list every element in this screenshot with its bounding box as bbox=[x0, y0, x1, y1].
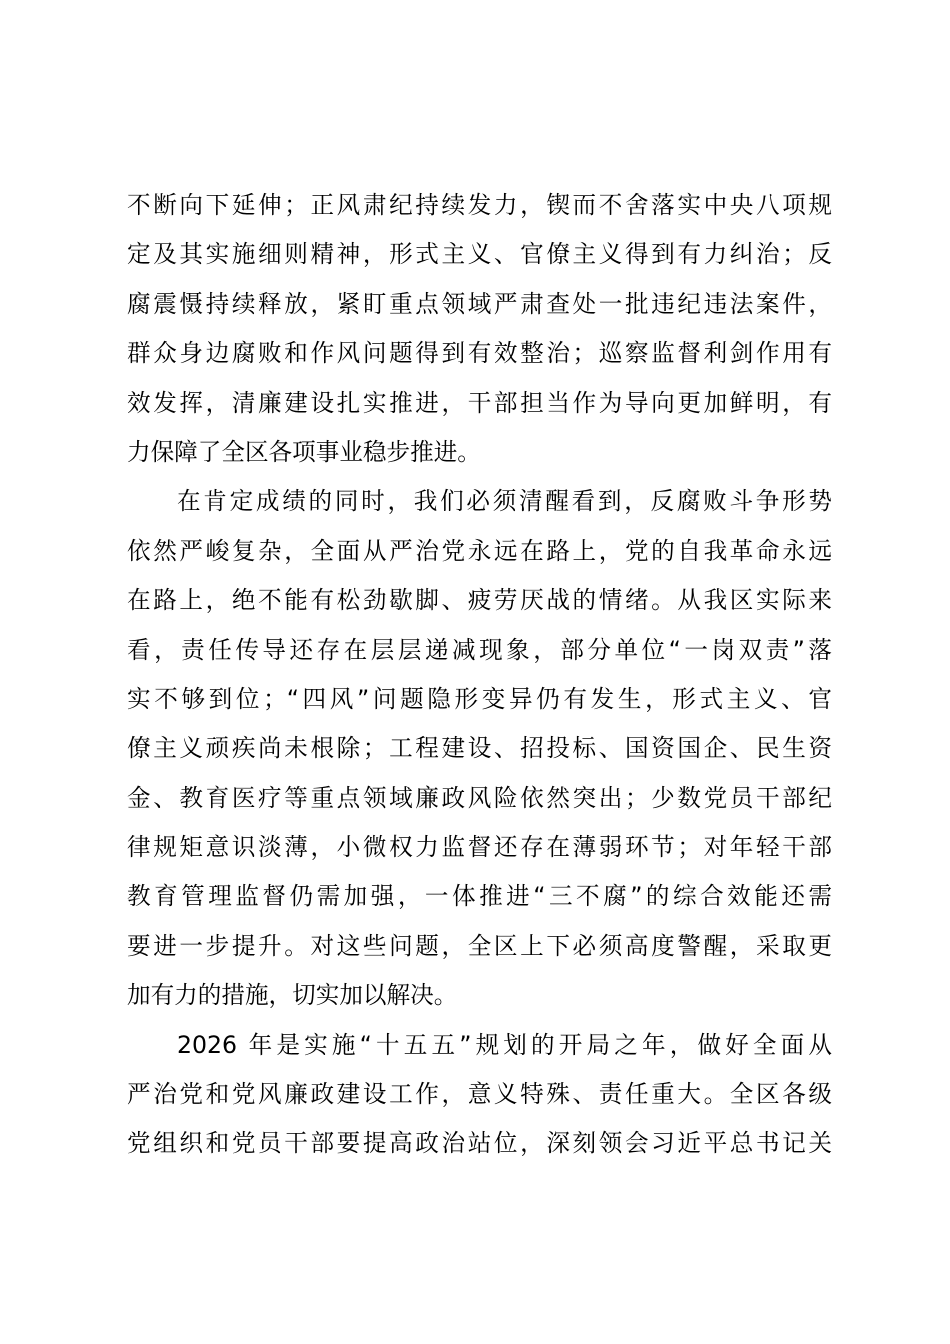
text-line: 律规矩意识淡薄，小微权力监督还存在薄弱环节；对年轻干部 bbox=[127, 833, 832, 862]
document-body bbox=[127, 181, 832, 1169]
text-line: 不断向下延伸；正风肃纪持续发力，锲而不舍落实中央八项规 bbox=[127, 191, 832, 219]
text-line: 效发挥，清廉建设扎实推进，干部担当作为导向更加鲜明，有 bbox=[127, 388, 832, 417]
text-line: 实不够到位；“四风”问题隐形变异仍有发生，形式主义、官 bbox=[127, 684, 832, 713]
text-line: 在肯定成绩的同时，我们必须清醒看到，反腐败斗争形势 bbox=[177, 487, 832, 516]
text-line: 力保障了全区各项事业稳步推进。 bbox=[127, 437, 481, 466]
paragraph-2 bbox=[127, 477, 832, 1020]
text-line: 群众身边腐败和作风问题得到有效整治；巡察监督利剑作用有 bbox=[127, 339, 832, 368]
text-line: 教育管理监督仍需加强，一体推进“三不腐”的综合效能还需 bbox=[127, 882, 832, 911]
text-line: 看，责任传导还存在层层递减现象，部分单位“一岗双责”落 bbox=[127, 635, 832, 664]
text-line: 依然严峻复杂，全面从严治党永远在路上，党的自我革命永远 bbox=[127, 536, 832, 565]
text-line: 金、教育医疗等重点领域廉政风险依然突出；少数党员干部纪 bbox=[127, 783, 832, 812]
paragraph-1 bbox=[127, 181, 832, 477]
text-line: 定及其实施细则精神，形式主义、官僚主义得到有力纠治；反 bbox=[127, 240, 832, 269]
text-line: 加有力的措施，切实加以解决。 bbox=[127, 981, 458, 1010]
text-line: 党组织和党员干部要提高政治站位，深刻领会习近平总书记关 bbox=[127, 1129, 832, 1158]
text-line: 要进一步提升。对这些问题，全区上下必须高度警醒，采取更 bbox=[127, 931, 832, 960]
text-line: 腐震慑持续释放，紧盯重点领域严肃查处一批违纪违法案件， bbox=[127, 289, 832, 318]
text-line: 2026 年是实施“十五五”规划的开局之年，做好全面从 bbox=[177, 1030, 832, 1059]
text-line: 在路上，绝不能有松劲歇脚、疲劳厌战的情绪。从我区实际来 bbox=[127, 586, 832, 615]
paragraph-3 bbox=[127, 1021, 832, 1169]
text-line: 严治党和党风廉政建设工作，意义特殊、责任重大。全区各级 bbox=[127, 1080, 832, 1109]
text-line: 僚主义顽疾尚未根除；工程建设、招投标、国资国企、民生资 bbox=[127, 734, 832, 763]
